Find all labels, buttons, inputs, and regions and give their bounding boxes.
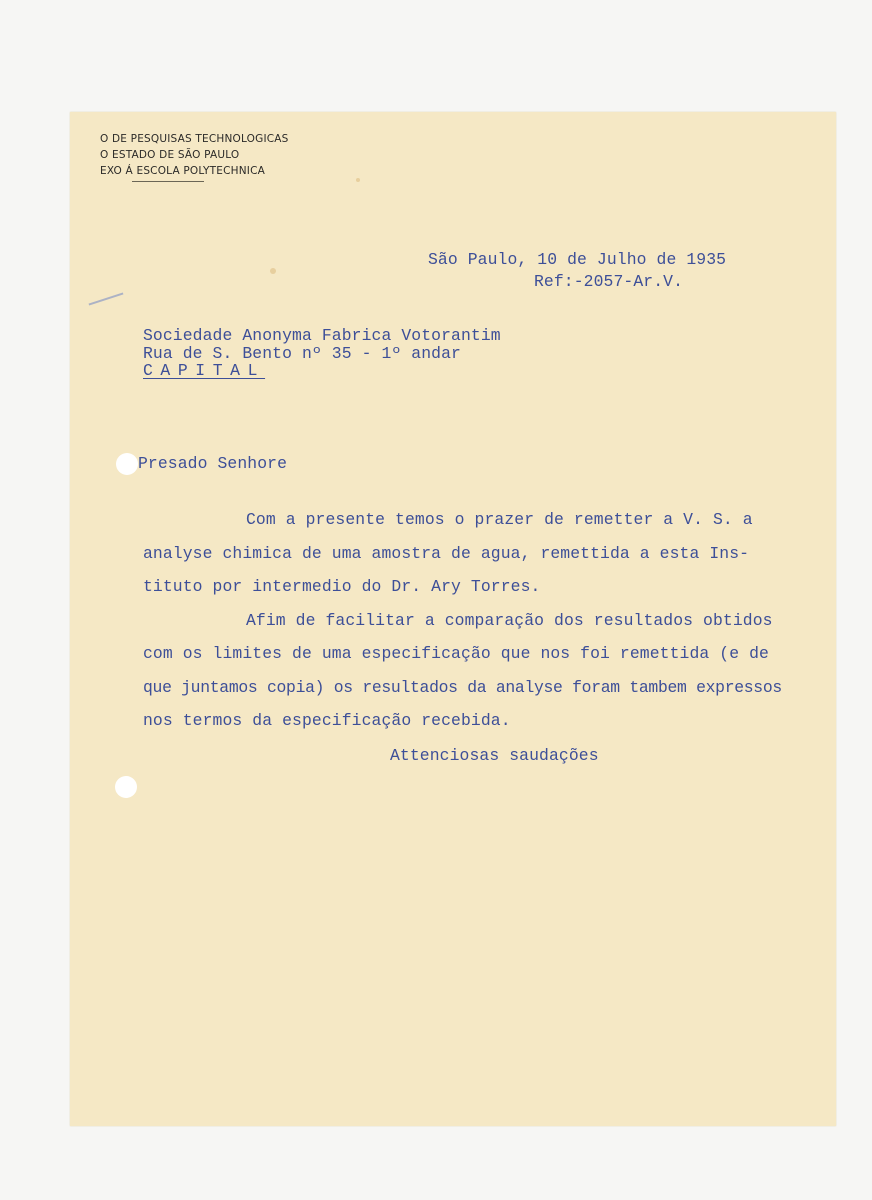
recipient-city: CAPITAL — [143, 361, 266, 380]
punch-hole — [115, 776, 137, 798]
body-line: com os limites de uma especificação que nos foi remettida (e de — [143, 644, 769, 663]
body-line: analyse chimica de uma amostra de agua, remettida a esta Ins- — [143, 544, 750, 563]
body-line: Afim de facilitar a comparação dos resultados obtidos — [246, 611, 773, 630]
recipient-address: Rua de S. Bento nº 35 - 1º andar — [143, 344, 461, 363]
closing: Attenciosas saudações — [390, 746, 599, 765]
letterhead-line: EXO Á ESCOLA POLYTECHNICA — [100, 165, 265, 177]
letterhead-line: O ESTADO DE SÃO PAULO — [100, 149, 240, 161]
paper-stain — [356, 178, 360, 182]
letterhead-rule — [132, 181, 204, 182]
salutation: Presado Senhore — [138, 454, 288, 473]
body-line: nos termos da especificação recebida. — [143, 711, 511, 730]
letterhead — [100, 131, 289, 179]
letter-reference: Ref:-2057-Ar.V. — [534, 272, 684, 291]
paper-stain — [270, 268, 276, 274]
body-line: tituto por intermedio do Dr. Ary Torres. — [143, 577, 541, 596]
recipient-name: Sociedade Anonyma Fabrica Votorantim — [143, 326, 501, 345]
body-line: Com a presente temos o prazer de remetter a V. S. a — [246, 510, 753, 529]
punch-hole — [116, 453, 138, 475]
body-line: que juntamos copia) os resultados da analyse foram tambem expressos — [143, 678, 782, 697]
letterhead-line: O DE PESQUISAS TECHNOLOGICAS — [100, 133, 289, 145]
letter-date: São Paulo, 10 de Julho de 1935 — [428, 250, 727, 269]
